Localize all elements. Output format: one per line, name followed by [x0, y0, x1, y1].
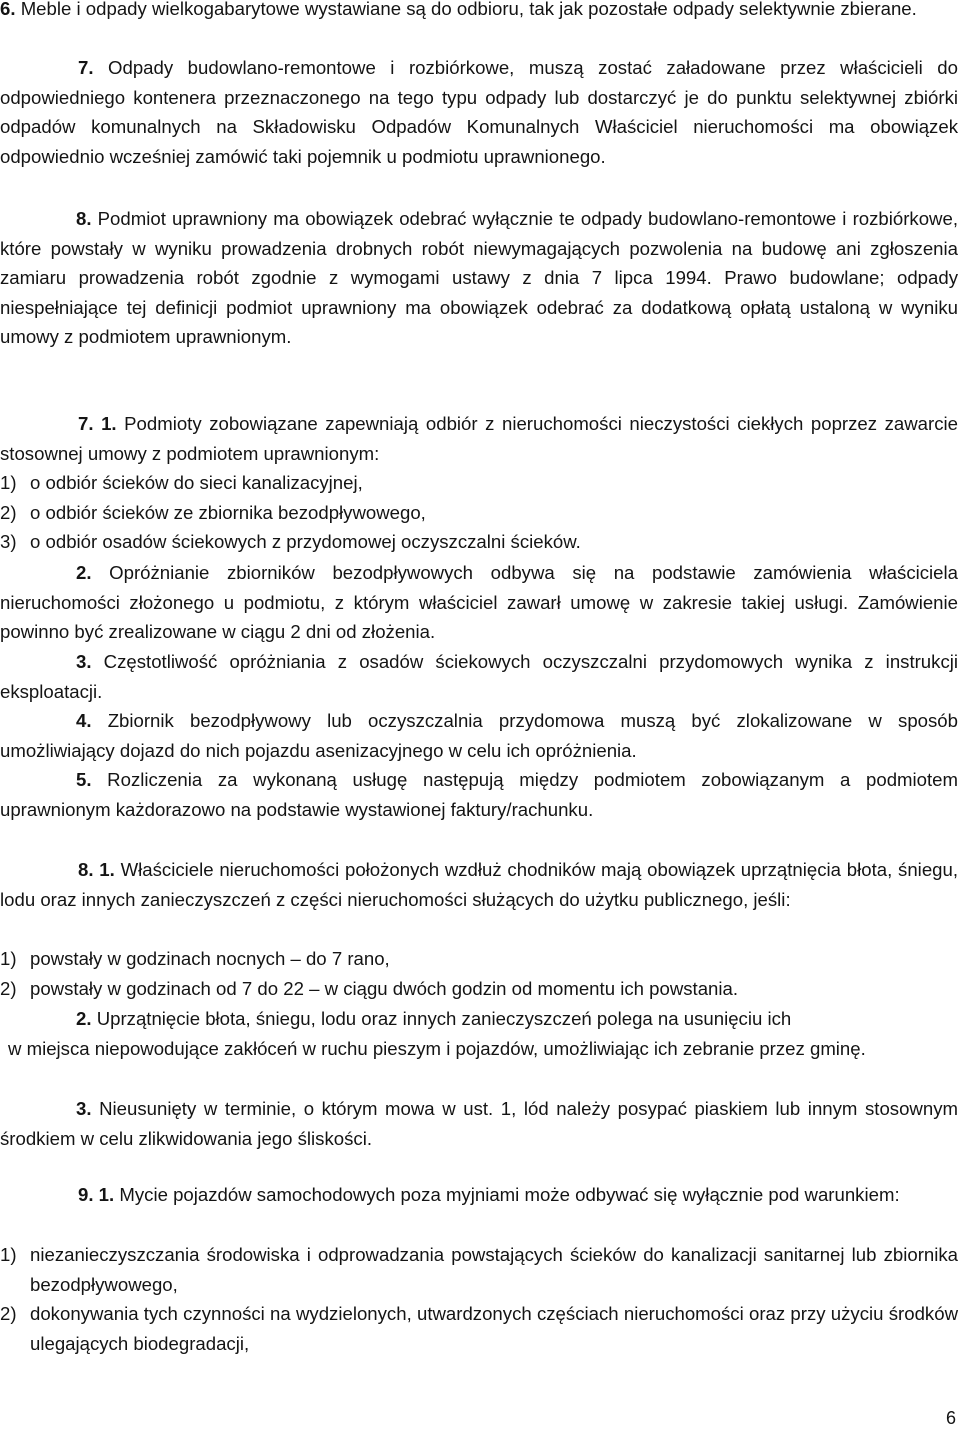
section-8-paragraph-2-line-1: [0, 1004, 958, 1034]
list-marker: 1): [0, 1244, 17, 1265]
list-item-text: o odbiór ścieków ze zbiornika bezodpływowego,: [30, 501, 426, 523]
list-marker: 2): [0, 977, 17, 999]
paragraph-item-7: [0, 53, 958, 171]
list-item-text: o odbiór ścieków do sieci kanalizacyjnej,: [30, 472, 363, 493]
paragraph-text: Zbiornik bezodpływowy lub oczyszczalnia przydomowa muszą być zlokalizowane w sposób umożliwiający dojazd do nich pojazdu asenizacyjnego w celu ich opróżnienia.: [0, 710, 958, 761]
item-number: 3.: [76, 651, 92, 672]
item-number: 6.: [0, 0, 16, 19]
item-number: 4.: [76, 710, 92, 731]
section-8-paragraph-2-continued: [0, 1034, 958, 1064]
item-number: 3.: [76, 1098, 92, 1119]
paragraph-text: Opróżnianie zbiorników bezodpływowych odbywa się na podstawie zamówienia właściciela nieruchomości złożonego u podmiotu, z którym właściciel zawarł umowę w zakresie takiej usługi. Zamówienie powinno być zrealizowane w ciągu 2 dni od złożenia.: [0, 562, 958, 642]
paragraph-text: w miejsca niepowodujące zakłóceń w ruchu pieszym i pojazdów, umożliwiając ich zebranie przez gminę.: [8, 1038, 866, 1059]
section-9-list: [0, 1240, 958, 1358]
paragraph-item-6: [0, 0, 958, 24]
list-item-text: o odbiór osadów ściekowych z przydomowej oczyszczalni ścieków.: [30, 531, 581, 552]
paragraph-text: Podmiot uprawniony ma obowiązek odebrać wyłącznie te odpady budowlano-remontowe i rozbiórkowe, które powstały w wyniku prowadzenia drobnych robót niewymagających pozwolenia na budowę ani zgłoszenia zamiaru prowadzenia robót zgodnie z wymogami ustawy z dnia 7 lipca 1994. Prawo budowlane; odpady niespełniające tej definicji podmiot uprawniony ma obowiązek odebrać za dodatkową opłatą ustaloną w wyniku umowy z podmiotem uprawnionym.: [0, 208, 958, 347]
section-7-paragraph-5: [0, 765, 958, 824]
list-marker: 2): [0, 501, 17, 523]
paragraph-text: Częstotliwość opróżniania z osadów ściekowych oczyszczalni przydomowych wynika z instrukcji eksploatacji.: [0, 651, 959, 702]
section-7-list: [0, 468, 958, 557]
list-item: [0, 1240, 958, 1299]
list-item-text: niezanieczyszczania środowiska i odprowadzania powstających ścieków do kanalizacji sanitarnej lub zbiornika bezodpływowego,: [30, 1244, 958, 1295]
paragraph-text: Rozliczenia za wykonaną usługę następują między podmiotem zobowiązanym a podmiotem uprawnionym każdorazowo na podstawie wystawionej faktury/rachunku.: [0, 769, 959, 820]
list-item-text: powstały w godzinach od 7 do 22 – w ciągu dwóch godzin od momentu ich powstania.: [30, 977, 739, 999]
paragraph-text: Odpady budowlano-remontowe i rozbiórkowe, muszą zostać załadowane przez właścicieli do odpowiedniego kontenera przeznaczonego na tego typu odpady lub dostarczyć je do punktu selektywnej zbiórki odpadów komunalnych na Składowisku Odpadów Komunalnych Właściciel nieruchomości ma obowiązek odpowiednio wcześniej zamówić taki pojemnik u podmiotu uprawnionego.: [0, 57, 958, 167]
list-marker: 3): [0, 531, 17, 552]
section-7-heading-paragraph: [0, 409, 958, 468]
paragraph-text: Właściciele nieruchomości położonych wzdłuż chodników mają obowiązek uprzątnięcia błota, śniegu, lodu oraz innych zanieczyszczeń z części nieruchomości służących do użytku publicznego, jeśli:: [0, 859, 959, 910]
list-item: [0, 974, 958, 1004]
item-number: 2.: [76, 1008, 92, 1029]
page-number: 6: [945, 1408, 956, 1428]
paragraph-text: Podmioty zobowiązane zapewniają odbiór z nieruchomości nieczystości ciekłych poprzez zawarcie stosownej umowy z podmiotem uprawnionym:: [0, 413, 958, 464]
paragraph-text: Mycie pojazdów samochodowych poza myjniami może odbywać się wyłącznie pod warunkiem:: [119, 1184, 900, 1205]
list-item: [0, 944, 958, 974]
section-number: 8. 1.: [78, 859, 115, 880]
paragraph-text: Uprzątnięcie błota, śniegu, lodu oraz innych zanieczyszczeń polega na usunięciu ich: [96, 1008, 792, 1029]
list-marker: 1): [0, 472, 17, 493]
section-number: 7. 1.: [78, 413, 117, 434]
list-item: [0, 498, 958, 528]
section-number: 9. 1.: [78, 1184, 115, 1205]
list-item-text: powstały w godzinach nocnych – do 7 rano,: [30, 948, 390, 969]
paragraph-text: Meble i odpady wielkogabarytowe wystawiane są do odbioru, tak jak pozostałe odpady selektywnie zbierane.: [20, 0, 917, 19]
section-7-paragraph-2: [0, 558, 958, 647]
list-item: [0, 527, 958, 557]
item-number: 2.: [76, 562, 92, 583]
section-9-heading-paragraph: [0, 1180, 958, 1210]
item-number: 8.: [76, 208, 92, 229]
item-number: 5.: [76, 769, 92, 790]
list-marker: 1): [0, 948, 17, 969]
paragraph-text: Nieusunięty w terminie, o którym mowa w ust. 1, lód należy posypać piaskiem lub innym stosownym środkiem w celu zlikwidowania jego śliskości.: [0, 1098, 958, 1149]
list-item-text: dokonywania tych czynności na wydzielonych, utwardzonych częściach nieruchomości oraz przy użyciu środków ulegających biodegradacji,: [30, 1303, 958, 1354]
section-8-heading-paragraph: [0, 855, 958, 914]
section-7-paragraph-3: [0, 647, 958, 706]
section-7-paragraph-4: [0, 706, 958, 765]
section-8-list: [0, 944, 958, 1003]
section-8-paragraph-3: [0, 1094, 958, 1153]
list-marker: 2): [0, 1303, 17, 1324]
item-number: 7.: [78, 57, 94, 78]
list-item: [0, 1299, 958, 1358]
paragraph-item-8: [0, 204, 958, 352]
list-item: [0, 468, 958, 498]
